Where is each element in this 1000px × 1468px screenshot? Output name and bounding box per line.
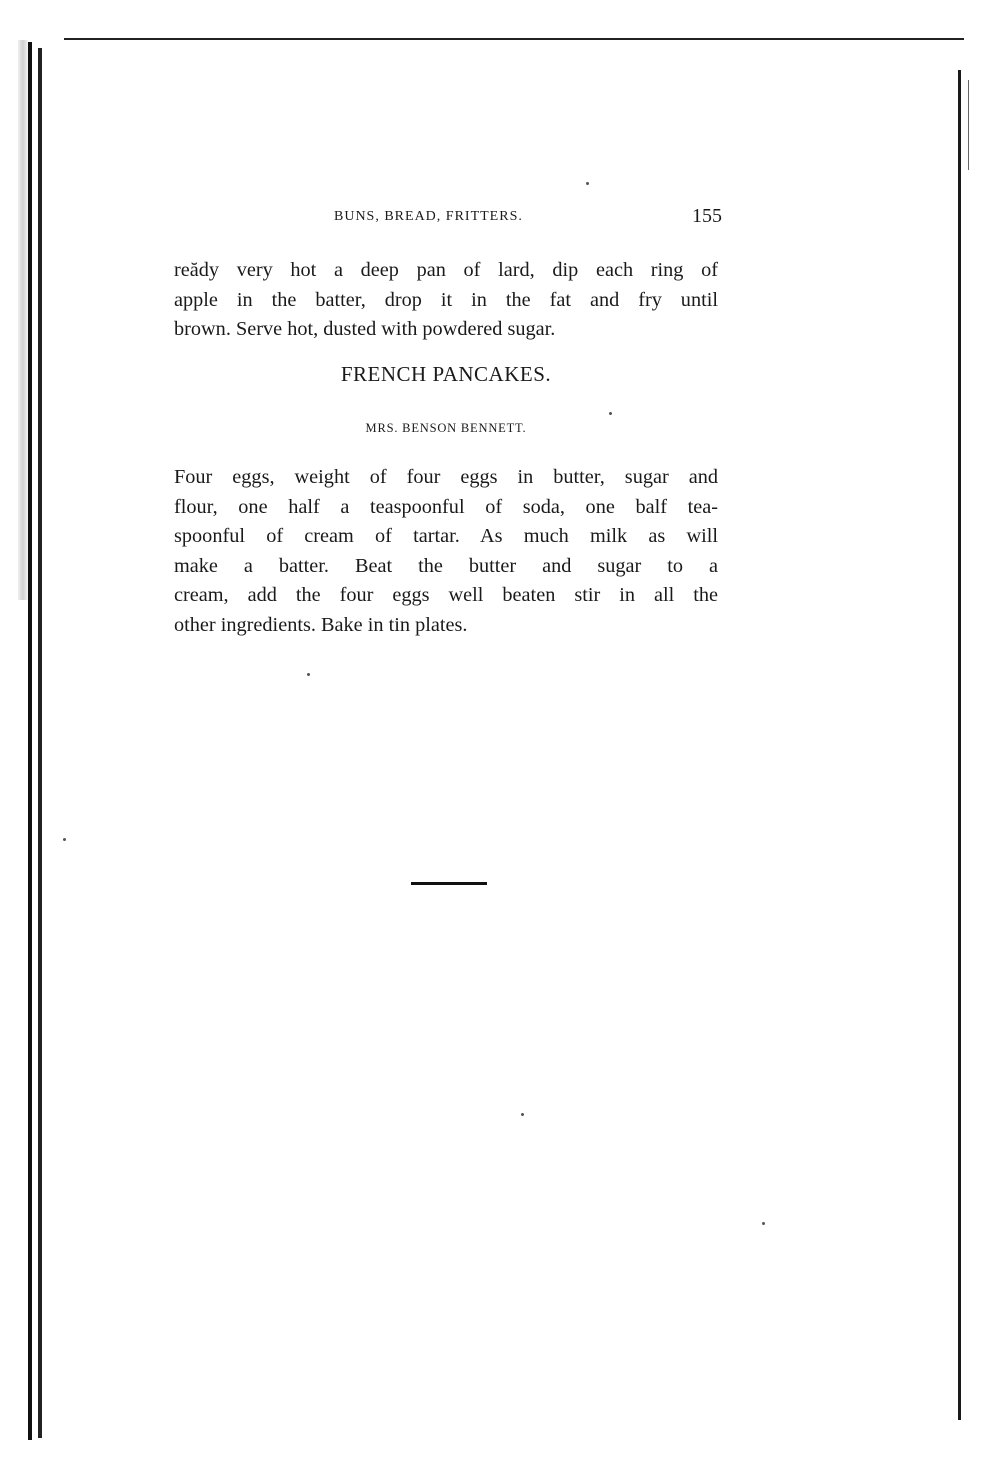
- scan-shadow-left: [18, 40, 28, 600]
- recipe-title: FRENCH PANCAKES.: [340, 362, 552, 386]
- scan-speck: [586, 182, 589, 185]
- recipe-author: MRS. BENSON BENNETT.: [365, 421, 527, 435]
- running-head: [174, 205, 722, 235]
- paragraph-line: brown. Serve hot, dusted with powdered sugar.: [174, 318, 556, 340]
- paragraph-line: Four eggs, weight of four eggs in butter, sugar and: [174, 466, 718, 488]
- paragraph-line: apple in the batter, drop it in the fat and fry until: [174, 288, 718, 311]
- paragraph-line: cream, add the four eggs well beaten stir in all the: [174, 584, 718, 606]
- paragraph-line: other ingredients. Bake in tin plates.: [174, 613, 468, 636]
- scan-speck: [609, 412, 612, 415]
- scan-speck: [63, 838, 66, 841]
- page-number: 155: [692, 205, 722, 227]
- scan-speck: [521, 1113, 524, 1116]
- paragraph-line: flour, one half a teaspoonful of soda, one balf tea-: [174, 495, 718, 518]
- scan-edge-right-thin: [968, 80, 969, 170]
- continued-paragraph: [174, 256, 718, 345]
- scan-edge-left-inner: [38, 48, 42, 1438]
- scan-edge-top: [64, 38, 964, 40]
- paragraph-line: reădy very hot a deep pan of lard, dip each ring of: [174, 259, 718, 281]
- section-end-rule: [411, 882, 487, 885]
- recipe-body: [174, 463, 718, 640]
- scan-speck: [762, 1222, 765, 1225]
- paragraph-line: spoonful of cream of tartar. As much milk as will: [174, 525, 718, 547]
- scan-speck: [307, 673, 310, 676]
- scan-edge-right: [958, 70, 961, 1420]
- running-head-title: BUNS, BREAD, FRITTERS.: [334, 209, 523, 224]
- paragraph-line: make a batter. Beat the butter and sugar to a: [174, 554, 718, 577]
- scan-edge-left: [28, 42, 32, 1440]
